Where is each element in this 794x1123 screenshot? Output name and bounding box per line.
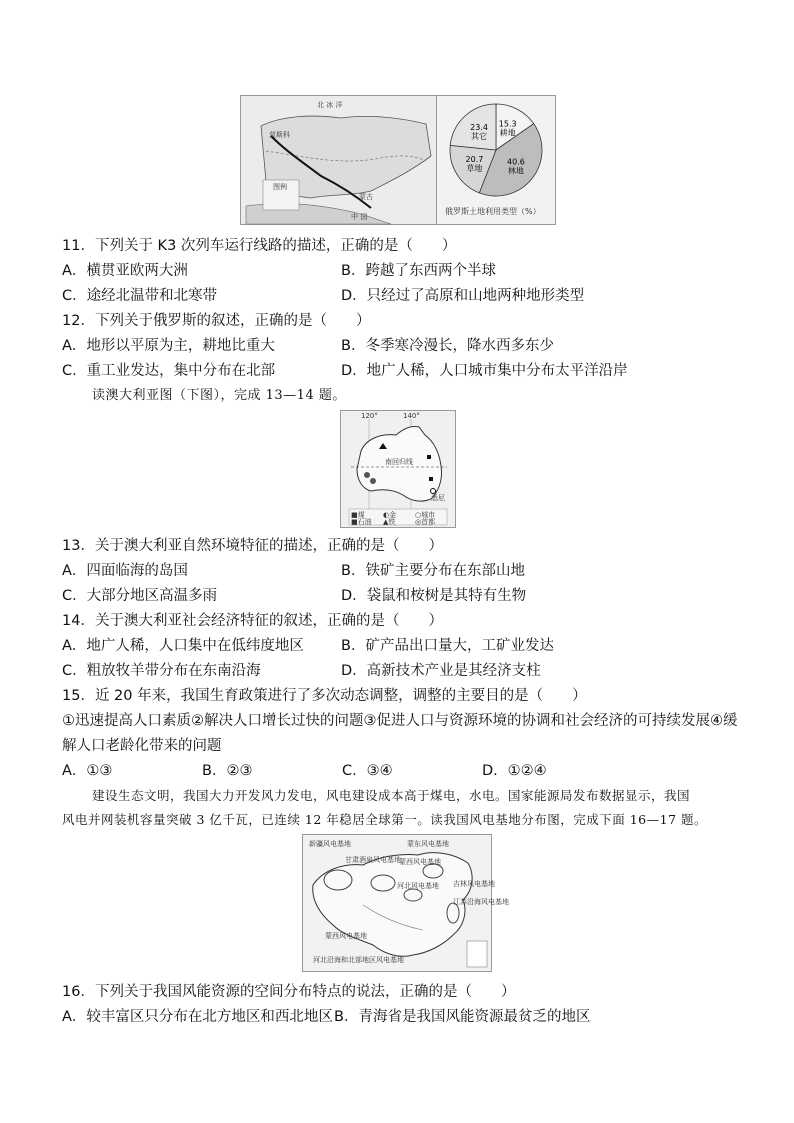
q15-option-d[interactable]: D．①②④	[482, 763, 547, 779]
lon-140-label: 140°	[403, 412, 420, 420]
lon-120-label: 120°	[361, 412, 378, 420]
china-label-7: 吉林风电基地	[453, 880, 495, 888]
russia-map	[241, 96, 437, 224]
pie-category-label: 林地	[507, 166, 524, 176]
map-label-china: 中 国	[351, 213, 368, 221]
china-wind-map-figure	[302, 834, 509, 972]
q14-stem: 14．关于澳大利亚社会经济特征的叙述，正确的是（ ）	[62, 613, 443, 629]
q11-option-b[interactable]: B．跨越了东西两个半球	[341, 263, 496, 279]
q12-stem: 12．下列关于俄罗斯的叙述，正确的是（ ）	[62, 313, 371, 329]
china-label-9: 蒙西风电基地	[325, 932, 367, 940]
q13-option-c[interactable]: C．大部分地区高温多雨	[62, 588, 218, 604]
legend-2: ◐金	[383, 511, 397, 519]
pie-value-label: 15.3	[498, 119, 517, 129]
legend-4: ■石油	[351, 518, 372, 526]
map-label-city-a: 莫斯科	[269, 131, 290, 139]
china-label-1: 新疆风电基地	[309, 840, 351, 848]
landuse-pie	[437, 96, 555, 224]
intro-13-14: 读澳大利亚图（下图），完成 13—14 题。	[92, 388, 346, 403]
q14-option-a[interactable]: A．地广人稀，人口集中在低纬度地区	[62, 638, 304, 654]
q15-desc-1: ①迅速提高人口素质②解决人口增长过快的问题③促进人口与资源环境的协调和社会经济的可持续发展④缓	[62, 713, 738, 729]
pie-value-label: 40.6	[506, 157, 525, 167]
australia-map-figure	[340, 410, 456, 528]
q12-option-d[interactable]: D．地广人稀，人口城市集中分布太平洋沿岸	[341, 363, 628, 379]
q15-option-c[interactable]: C．③④	[342, 763, 393, 779]
q14-option-b[interactable]: B．矿产品出口量大，工矿业发达	[341, 638, 554, 654]
q13-stem: 13．关于澳大利亚自然环境特征的描述，正确的是（ ）	[62, 538, 443, 554]
legend-6: ◎首都	[415, 518, 436, 526]
pie-title: 俄罗斯土地利用类型（%）	[445, 207, 541, 216]
pie-value-label: 20.7	[465, 155, 484, 165]
pie-category-label: 草地	[466, 164, 483, 174]
q11-option-d[interactable]: D．只经过了高原和山地两种地形类型	[341, 288, 585, 304]
china-label-6: 河北风电基地	[397, 882, 439, 890]
q15-option-b[interactable]: B．②③	[202, 763, 253, 779]
intro-16-17-line-2: 风电并网装机容量突破 3 亿千瓦，已连续 12 年稳居全球第一。读我国风电基地分布图，完成下面 16—17 题。	[62, 812, 708, 827]
legend-5: ▲铁	[383, 518, 396, 526]
q15-desc-2: 解人口老龄化带来的问题	[62, 738, 222, 754]
q13-option-b[interactable]: B．铁矿主要分布在东部山地	[341, 563, 525, 579]
china-label-5: 江苏沿海风电基地	[453, 898, 509, 906]
q11-stem: 11．下列关于 K3 次列车运行线路的描述，正确的是（ ）	[62, 238, 457, 254]
pie-category-label: 其它	[471, 132, 488, 142]
map-label-city-b: 蒙古	[359, 193, 373, 201]
q13-option-a[interactable]: A．四面临海的岛国	[62, 563, 188, 579]
russia-map-figure	[240, 95, 438, 225]
q11-option-c[interactable]: C．途经北温带和北寒带	[62, 288, 218, 304]
china-label-4: 蒙西风电基地	[399, 858, 441, 866]
q13-option-d[interactable]: D．袋鼠和桉树是其特有生物	[341, 588, 527, 604]
q15-stem: 15．近 20 年来，我国生育政策进行了多次动态调整，调整的主要目的是（ ）	[62, 688, 587, 704]
q14-option-d[interactable]: D．高新技术产业是其经济支柱	[341, 663, 541, 679]
legend-3: ○城市	[415, 511, 436, 519]
q14-option-c[interactable]: C．粗放牧羊带分布在东南沿海	[62, 663, 261, 679]
intro-16-17-line-1: 建设生态文明，我国大力开发风力发电，风电建设成本高于煤电，水电。国家能源局发布数据显示，我国	[92, 788, 691, 803]
q12-option-c[interactable]: C．重工业发达，集中分布在北部	[62, 363, 276, 379]
map-label-legend: 图例	[273, 183, 287, 191]
russia-landuse-pie-figure	[436, 95, 556, 225]
pie-value-label: 23.4	[470, 123, 488, 133]
pie-category-label: 耕地	[499, 128, 516, 138]
q16-stem: 16．下列关于我国风能资源的空间分布特点的说法，正确的是（ ）	[62, 984, 516, 1000]
q16-option-b[interactable]: B．青海省是我国风能资源最贫乏的地区	[334, 1009, 591, 1025]
city-label: 悉尼	[431, 494, 445, 502]
q15-option-a[interactable]: A．①③	[62, 763, 113, 779]
china-label-8: 河北沿海和北部地区风电基地	[313, 956, 404, 964]
map-label-ocean: 北 冰 洋	[317, 101, 343, 109]
q12-option-b[interactable]: B．冬季寒冷漫长，降水西多东少	[341, 338, 554, 354]
china-label-3: 甘肃酒泉风电基地	[345, 856, 401, 864]
tropic-label: 南回归线	[385, 458, 413, 466]
china-label-2: 蒙东风电基地	[407, 840, 449, 848]
q12-option-a[interactable]: A．地形以平原为主，耕地比重大	[62, 338, 275, 354]
q11-option-a[interactable]: A．横贯亚欧两大洲	[62, 263, 188, 279]
q16-option-a[interactable]: A．较丰富区只分布在北方地区和西北地区	[62, 1009, 333, 1025]
legend-1: ■煤	[351, 511, 365, 519]
